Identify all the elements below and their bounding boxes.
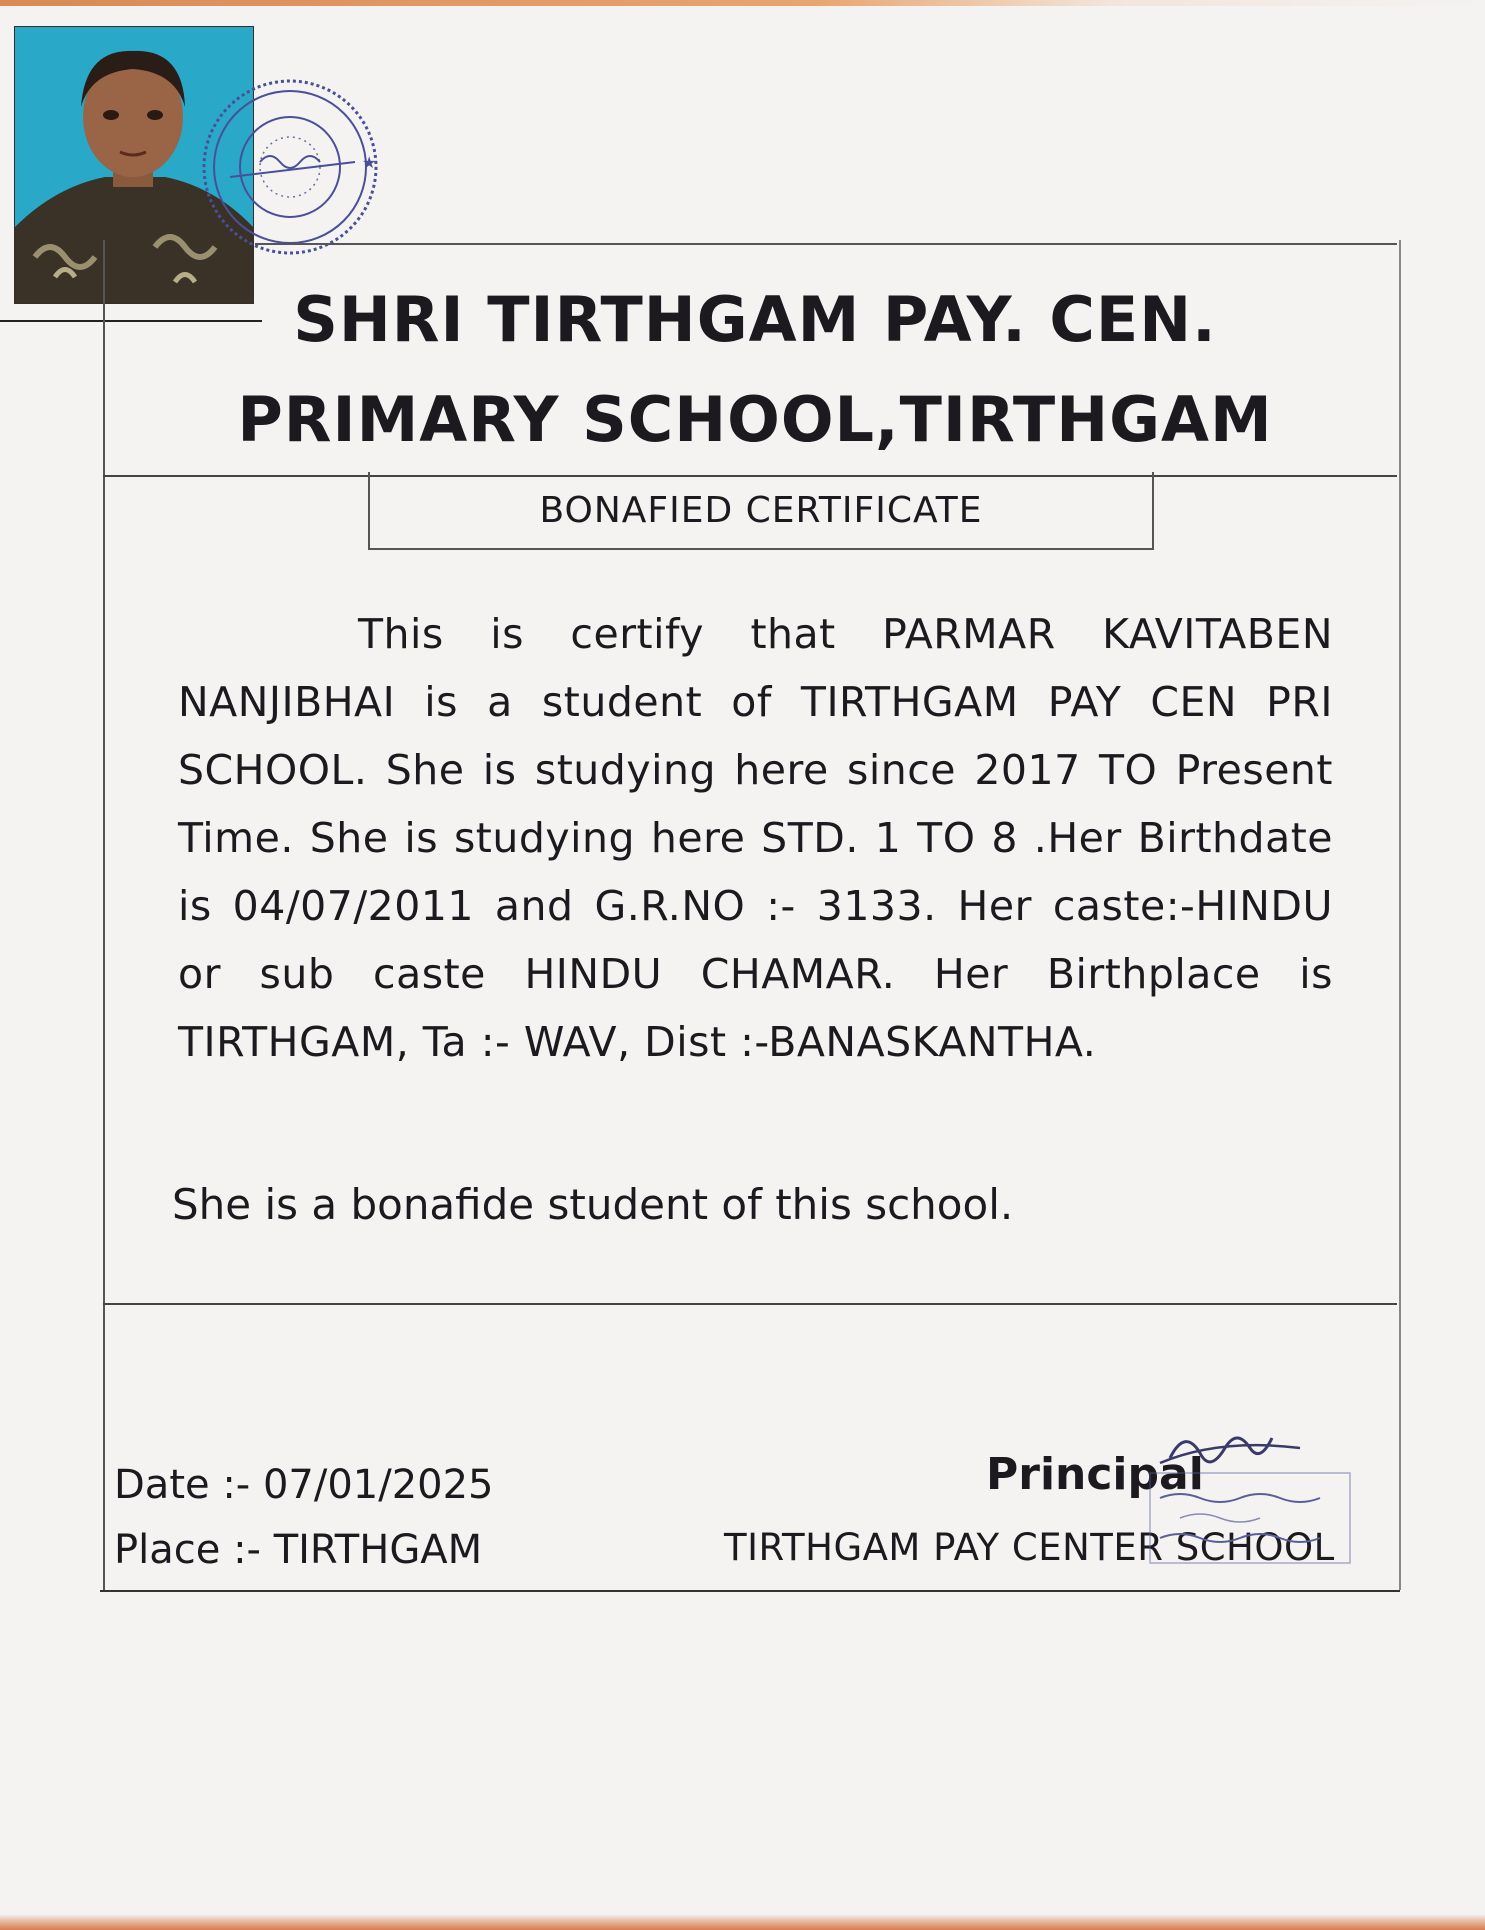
principal-signature-stamp	[1120, 1418, 1420, 1568]
frame-bottom-rule	[100, 1590, 1400, 1592]
svg-text:★: ★	[362, 153, 377, 172]
school-name-line-2: PRIMARY SCHOOL,TIRTHGAM	[237, 383, 1273, 456]
certificate-title-box	[368, 472, 1154, 550]
frame-footer-rule	[103, 1303, 1397, 1305]
frame-top-rule	[255, 243, 1397, 245]
certificate-body: This is certify that PARMAR KAVITABEN NANJIBHAI is a student of TIRTHGAM PAY CEN PRI SCHOOL. She is studying here since 2017 TO Present Time. She is studying here STD. 1 TO 8 .Her Birthdate is 04/07/2011 and G.R.NO :- 3133. Her caste:-HINDU or sub caste HINDU CHAMAR. Her Birthplace is TIRTHGAM, Ta :- WAV, Dist :-BANASKANTHA.	[178, 610, 1333, 1066]
paper-top-edge	[0, 0, 1485, 6]
school-name-heading	[120, 270, 1390, 470]
certificate-closing: She is a bonafide student of this school.	[172, 1180, 1014, 1229]
issue-place: Place :- TIRTHGAM	[114, 1527, 483, 1573]
certificate-title: BONAFIED CERTIFICATE	[539, 489, 983, 531]
signatory-title: Principal	[986, 1449, 1204, 1500]
issue-date: Date :- 07/01/2025	[114, 1462, 494, 1508]
paper-bottom-edge	[0, 1914, 1485, 1930]
school-name-line-1: SHRI TIRTHGAM PAY. CEN.	[293, 283, 1217, 356]
signatory-school: TIRTHGAM PAY CENTER SCHOOL	[724, 1526, 1335, 1569]
